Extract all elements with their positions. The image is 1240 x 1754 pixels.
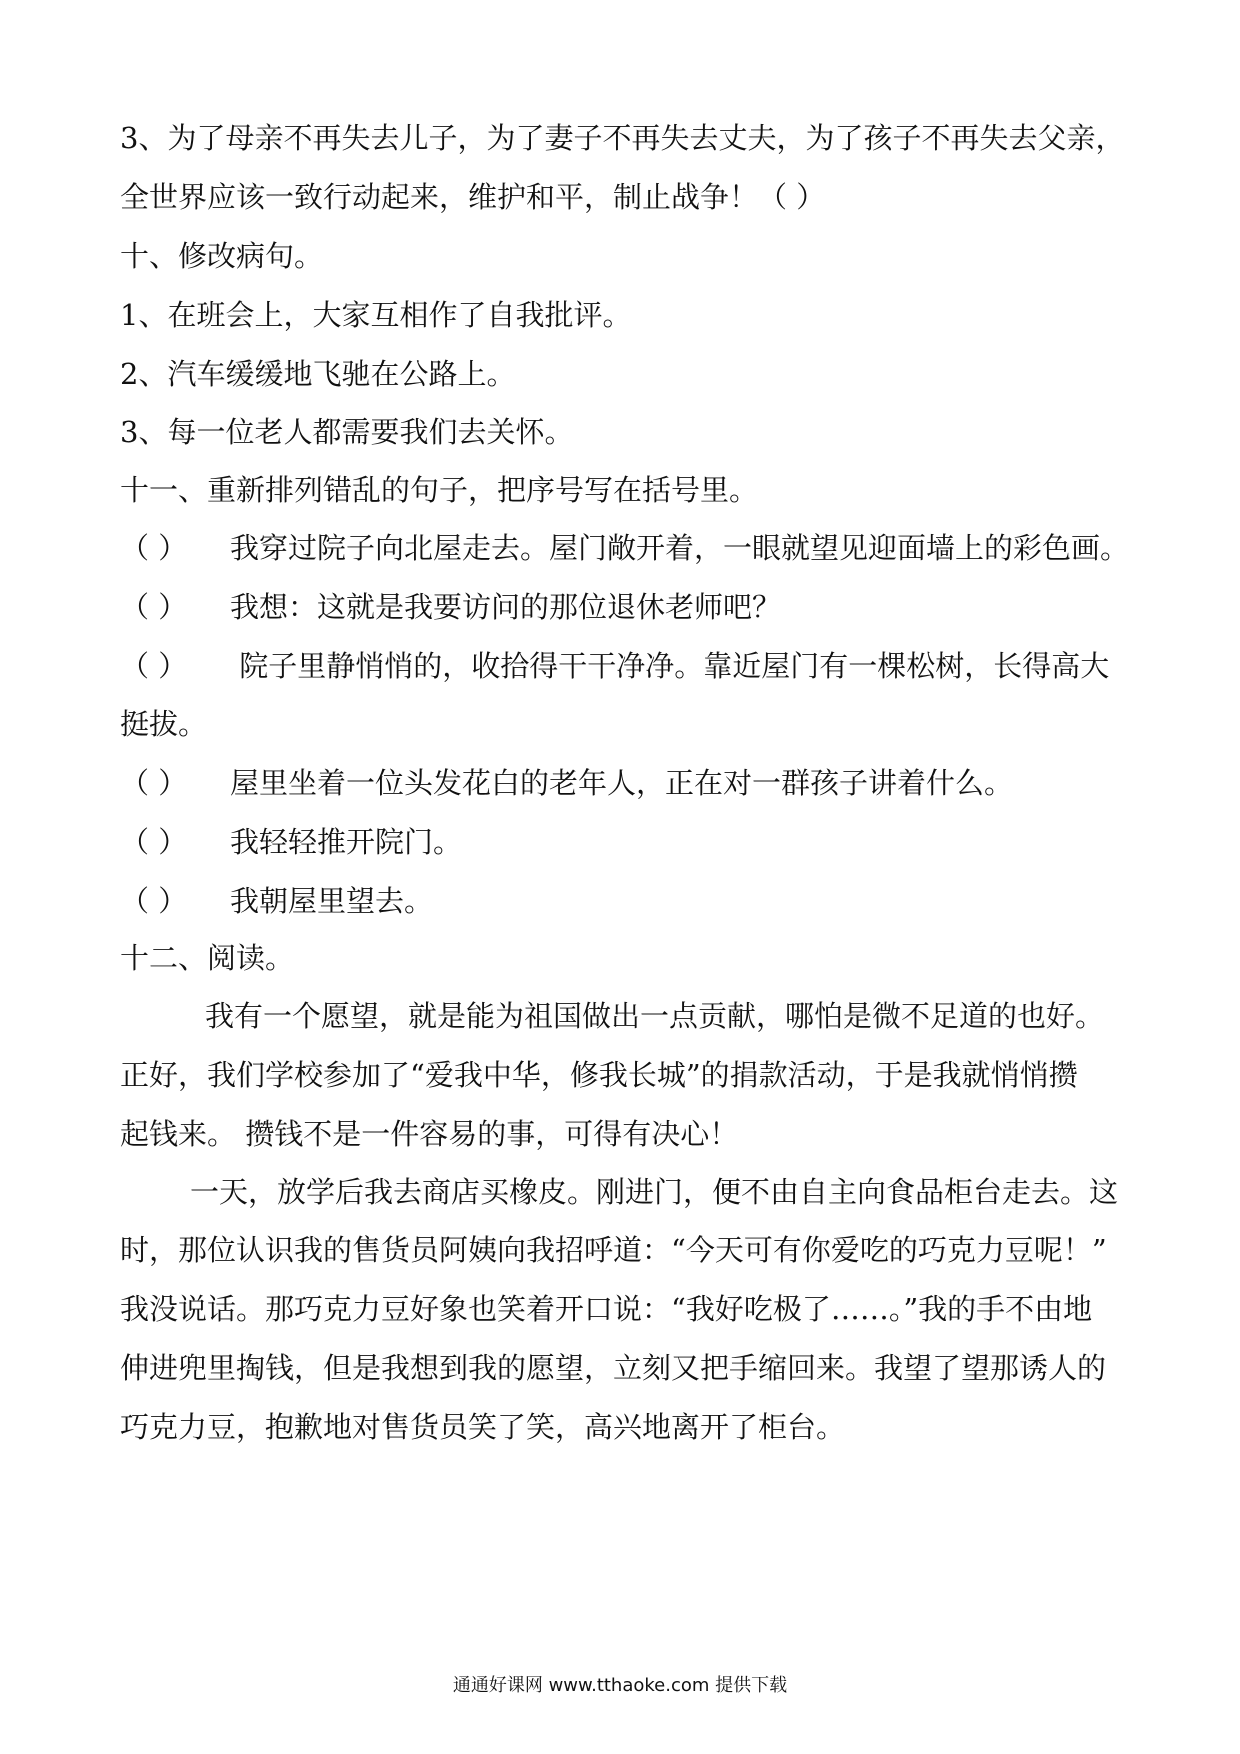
question-3-line-2: 全世界应该一致行动起来，维护和平，制止战争！（ ）: [120, 180, 826, 214]
answer-parentheses: （ ）: [120, 649, 188, 683]
sentence-text: 我想：这就是我要访问的那位退休老师吧？: [230, 590, 782, 624]
section-11-item-6: [120, 881, 1140, 921]
section-11-heading: 十一、重新排列错乱的句子，把序号写在括号里。: [120, 473, 759, 507]
section-10-item-3: 3、每一位老人都需要我们去关怀。: [120, 415, 574, 449]
reading-paragraph-2-line-2: 时，那位认识我的售货员阿姨向我招呼道：“今天可有你爱吃的巧克力豆呢！”: [120, 1233, 1107, 1267]
sentence-text: 我朝屋里望去。: [230, 884, 434, 918]
section-11-item-4: [120, 763, 1140, 803]
reading-paragraph-1-line-2: 正好，我们学校参加了“爱我中华，修我长城”的捐款活动，于是我就悄悄攒: [120, 1058, 1078, 1092]
reading-paragraph-2-line-4: 伸进兜里掏钱，但是我想到我的愿望，立刻又把手缩回来。我望了望那诱人的: [120, 1351, 1107, 1385]
reading-paragraph-2-line-1: 一天，放学后我去商店买橡皮。刚进门，便不由自主向食品柜台走去。这: [190, 1175, 1119, 1209]
reading-paragraph-2-line-3: 我没说话。那巧克力豆好象也笑着开口说：“我好吃极了……。”我的手不由地: [120, 1292, 1093, 1326]
section-12-heading: 十二、阅读。: [120, 941, 295, 975]
section-10-item-2: 2、汽车缓缓地飞驰在公路上。: [120, 357, 516, 391]
answer-parentheses: （ ）: [120, 531, 188, 565]
section-11-item-2: [120, 587, 1140, 627]
question-3-line-1: 3、为了母亲不再失去儿子，为了妻子不再失去丈夫，为了孩子不再失去父亲，: [120, 121, 1125, 155]
answer-parentheses: （ ）: [120, 766, 188, 800]
section-11-item-3-continued: 挺拔。: [120, 707, 208, 741]
answer-parentheses: （ ）: [120, 825, 188, 859]
reading-paragraph-2-line-5: 巧克力豆，抱歉地对售货员笑了笑，高兴地离开了柜台。: [120, 1410, 846, 1444]
sentence-text: 屋里坐着一位头发花白的老年人，正在对一群孩子讲着什么。: [230, 766, 1014, 800]
section-11-item-5: [120, 822, 1140, 862]
section-10-heading: 十、修改病句。: [120, 239, 324, 273]
answer-parentheses: （ ）: [120, 884, 188, 918]
sentence-text: 我轻轻推开院门。: [230, 825, 463, 859]
page-footer: 通通好课网 www.tthaoke.com 提供下载: [452, 1675, 788, 1696]
section-10-item-1: 1、在班会上，大家互相作了自我批评。: [120, 298, 632, 332]
reading-paragraph-1-line-3: 起钱来。 攒钱不是一件容易的事，可得有决心！: [120, 1117, 739, 1151]
reading-paragraph-1-line-1: 我有一个愿望，就是能为祖国做出一点贡献，哪怕是微不足道的也好。: [205, 999, 1105, 1033]
section-11-item-1: [120, 528, 1140, 568]
sentence-text: 我穿过院子向北屋走去。屋门敞开着，一眼就望见迎面墙上的彩色画。: [230, 531, 1130, 565]
sentence-text: 院子里静悄悄的，收拾得干干净净。靠近屋门有一棵松树，长得高大: [230, 649, 1110, 683]
answer-parentheses: （ ）: [120, 590, 188, 624]
section-11-item-3: [120, 646, 1140, 686]
